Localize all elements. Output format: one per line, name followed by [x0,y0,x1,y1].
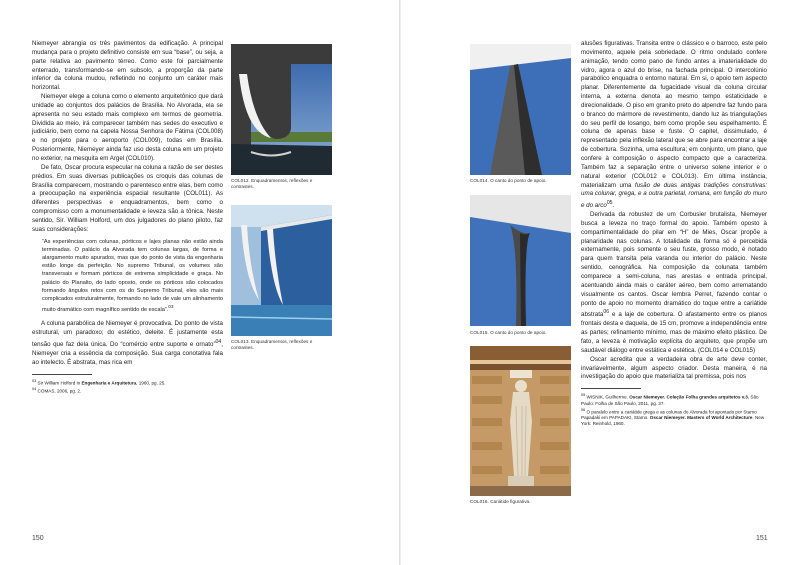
photo-col016 [470,346,571,496]
footnote [32,378,223,387]
paragraph [581,211,767,356]
italic-text: fusão de duas antigas tradições construtivas: uma colunar, grega, e a outra parietal, romana, em função do muro e do arco [581,181,768,210]
paragraph-text: e a laje de cobertura. O afastamento entre os planos frontais desta e daquela, de 15 cm, promove a independência entre as partes; refinamento mínimo, mas de máximo efeito plástico. De fato, a leveza é motivação explícita do arquiteto, que propõe um saudável diálogo entre estática e estética. (COL014 e COL015) [581,311,767,354]
footnote-text: Sir William Holford in [37,380,82,386]
caption-col015: COL015. O canto do ponto de apoio. [470,330,547,335]
photo-col015 [470,195,571,326]
footnote-title: Oscar Niemeyer. Coleção Folha grandes arquitetos v.3. [629,394,750,400]
footnote-ref: 05 [606,200,613,207]
paragraph-text: A coluna parabólica de Niemeyer é provocativa. Do ponto de vista estrutural, um paradoxo; do estético, deleite. É justamente esta tensão que faz dela única. Do “comércio entre suporte e ornato” [32,320,223,348]
footnote [32,386,223,395]
footnote-text: , 1960, pg. 25. [136,380,166,386]
footnote-text: WISNIK, Guilherme. [586,394,630,400]
page-number-right: 151 [756,535,768,542]
paragraph-text: . [612,202,615,210]
photo-col013 [231,205,332,336]
paragraph-text: , Niemeyer cria a essência da composição. Sua carga conotativa fala ao intelecto. É abstrata, mas rica em [32,341,223,366]
footnote-number: 03 [32,378,37,383]
caption-col014: COL014. O canto do ponto de apoio. [470,178,547,183]
caption-col013: COL013. Enquadramentos, reflexões e contrastes. [231,339,313,350]
page-gutter [399,0,401,565]
paragraph-text: alusões figurativas. Transita entre o clássico e o barroco, este pelo movimento, aquele pela sobriedade. O ritmo ondulado confere animação, tendo como pano de fundo antes a imaterialidade do vidro, agora o azul do brise, na fachada principal. O intercolúnio parabólico enquadra o entorno natural. Em si, o apoio tem aspecto planar. Diferentemente da fugacidade visual da coluna circular interna, a externa denota ao mesmo tempo estaticidade e direcionalidade. O piso em granito preto do alpendre faz fundo para o branco do mármore de revestimento, dando luz às triangulações do seu perfil de losango, bem como propõe seu espelhamento. É coluna de apenas base e fuste. O capitel, dissimulado, é representado pela inflexão lateral que se abre para encontrar a laje de cobertura. Sozinha, uma escultura; em conjunto, um plano, que confere à composição o aspecto compacto que a caracteriza. Também faz a separação entre o universo solene interior e o natural exterior (COL012 e COL013). Em última instância, materializam uma [581,40,767,189]
right-text-column [581,40,767,427]
footnote-separator [32,374,92,375]
footnote-text: O paralelo entre a cariátide grega e as colunas do Alvorada foi apontado por Stamo Papadaki em PAPADAKI, Stamo. [581,409,757,421]
footnote-ref: 04 [215,338,222,345]
caption-col016: COL016. Cariátide figurativa. [470,499,531,504]
footnote-ref: 06 [603,309,610,316]
paragraph-text: Derivada da robustez de um Corbusier brutalista, Niemeyer busca a leveza no traço formal do apoio. Também oposto à compartimentalidade do pilar em “H” de Mies, Oscar propõe a planaridade nas colunas. A totalidade da forma só é percebida externamente, pois somente o seu fuste, grosso modo, é notado para quem transita pela varanda ou interior do palácio. Neste sentido, cenográfica. Na composição da colunata também comparece a semi-coluna, nas arestas e entrada principal, acentuando ainda mais o caráter aéreo, bem como arrematando visualmente os cantos. Oscar lembra Perret, fazendo contar o ponto de apoio no momento dramático do toque entre a cariátide abstrata [581,211,767,319]
block-quote [42,238,223,315]
paragraph: Oscar acredita que a verdadeira obra de arte deve conter, invariavelmente, algum aspecto criador. Desta maneira, é na investigação do apoio que materializa tal premissa, pois nos [581,355,767,381]
paragraph: Niemeyer abrangia os três pavimentos da edificação. A principal mudança para o projeto definitivo consiste em sua “base”, ou seja, a parte relativa ao pavimento térreo. Como este foi parcialmente enterrado, transformando-se em subsolo, a proporção da parte inferior da coluna mudou, refletindo no conjunto um caráter mais horizontal. [32,40,223,92]
left-text-column [32,40,223,395]
paragraph [32,320,223,367]
footnote-text: São Paulo: Folha de São Paulo, 2011, pg. 37. [581,394,759,406]
quote-text: “As experiências com colunas, pórticos e lajes planas não estão ainda terminadas. O palácio da Alvorada tem colunas largas, de forma e alargamento muito apurados, mas que do ponto de vista da engenharia estão longe da perfeição. No supremo Tribunal, os volumes são transversais e formam pórticos de extrema simplicidade e graça. No palácio do Planalto, do lado oposto, onde os pórticos são colocados formando ângulos retos com os do Supremo Tribunal, eles são mais complicados estruturalmente, formando no lado de vale um alinhamento muito dramático com magnífico sentido de escala”. [42,238,223,314]
footnote-title: Oscar Niemeyer. Masters of World Architecture [649,415,753,421]
footnote-number: 04 [32,387,37,392]
paragraph: Niemeyer elege a coluna como o elemento arquitetônico que dará unidade ao conjuntos dos palácios de Brasília. No Alvorada, ela se apresenta no seu estado mais complexo em termos de geometria. Dividida ao meio, irá comparecer também nas sedes do executivo e judiciário, bem como na capela Nossa Senhora de Fátima (COL008) e no projeto para o aeroporto (COL009), todas em Brasília. Posteriormente, Niemeyer ainda faz uso desta coluna em um projeto no exterior, na mesquita em Argel (COL010). [32,93,223,162]
page-number-left: 150 [32,535,44,542]
footnote-number: 05 [581,393,586,398]
footnote [581,407,767,428]
photo-col014 [470,44,571,175]
paragraph: De fato, Oscar procura especular na coluna a razão de ser destes prédios. Em suas diversas publicações os croquis das colunas de Brasília comparecem, mostrando o parentesco entre elas, bem como a preocupação na experiência espacial resultante (COL011). As diferentes perspectivas e enquadramentos, bem como o compromisso com a monumentalidade e leveza são a tônica. Neste sentido, Sir. William Holford, um dos julgadores do plano piloto, faz suas considerações: [32,163,223,233]
footnote [581,392,767,407]
caption-col012: COL012. Enquadramentos, reflexões e contrastes. [231,178,313,189]
footnote-number: 06 [581,407,586,412]
footnote-ref: 03 [168,304,174,310]
paragraph [581,40,767,211]
footnote-title: Engenharia e Arquitetura [81,380,137,386]
photo-col012 [231,44,332,175]
footnote-separator [581,388,641,389]
footnote-text: . New York: Reinhold, 1960. [581,415,765,427]
footnote-text: COMAS, 2006, pg. 2. [37,388,82,394]
